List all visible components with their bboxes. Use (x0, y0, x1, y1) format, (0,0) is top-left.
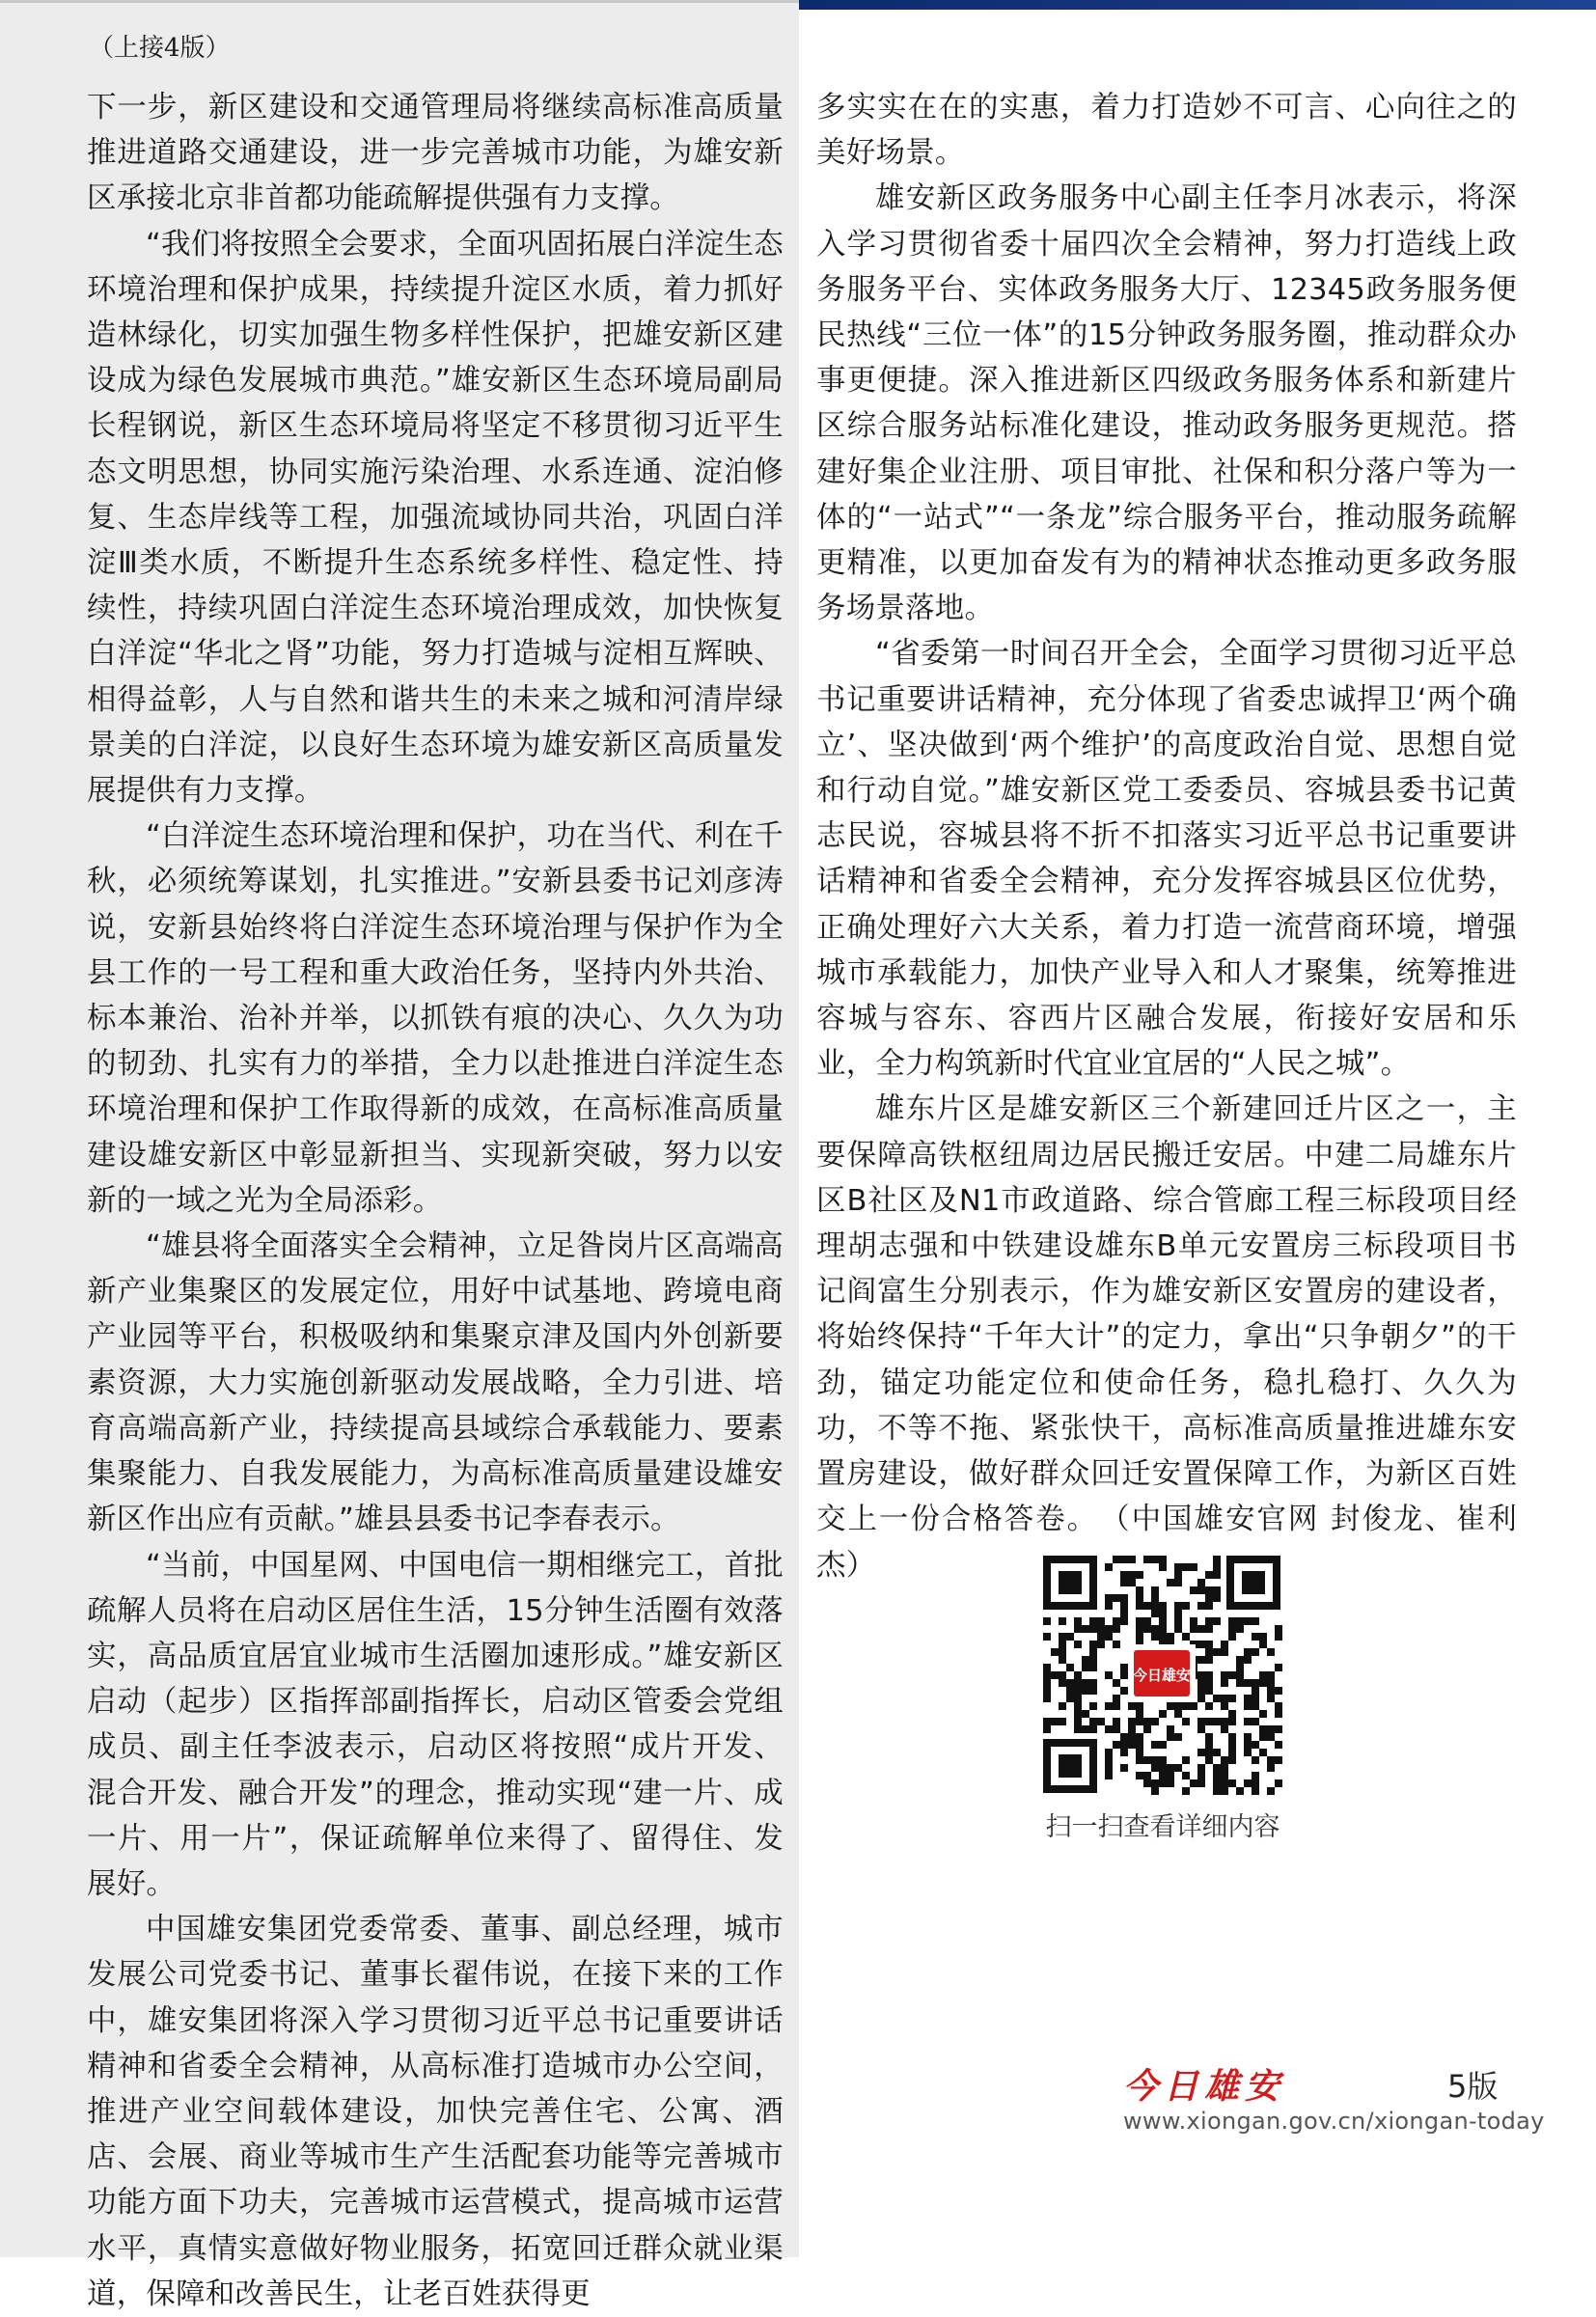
paragraph: “雄县将全面落实全会精神，立足昝岗片区高端高新产业集聚区的发展定位，用好中试基地、跨境电商产业园等平台，积极吸纳和集聚京津及国内外创新要素资源，大力实施创新驱动发展战略，全力引进、培育高端高新产业，持续提高县域综合承载能力、要素集聚能力、自我发展能力，为高标准高质量建设雄安新区作出应有贡献。”雄县县委书记李春表示。 (87, 1229, 784, 1537)
paragraph: 多实实在在的实惠，着力打造妙不可言、心向往之的美好场景。 (816, 91, 1517, 171)
paragraph: 中国雄安集团党委常委、董事、副总经理，城市发展公司党委书记、董事长翟伟说，在接下来的工作中，雄安集团将深入学习贯彻习近平总书记重要讲话精神和省委全会精神，从高标准打造城市办公空间，推进产业空间载体建设，加快完善住宅、公寓、酒店、会展、商业等城市生产生活配套功能等完善城市功能方面下功夫，完善城市运营模式，提高城市运营水平，真情实意做好物业服务，拓宽回迁群众就业渠道，保障和改善民生，让老百姓获得更 (87, 1913, 784, 2311)
right-column (816, 85, 1517, 1588)
qr-code-icon[interactable] (1041, 1554, 1282, 1795)
paragraph: “我们将按照全会要求，全面巩固拓展白洋淀生态环境治理和保护成果，持续提升淀区水质，着力抓好造林绿化，切实加强生物多样性保护，把雄安新区建设成为绿色发展城市典范。”雄安新区生态环境局副局长程钢说，新区生态环境局将坚定不移贯彻习近平生态文明思想，协同实施污染治理、水系连通、淀泊修复、生态岸线等工程，加强流域协同共治，巩固白洋淀Ⅲ类水质，不断提升生态系统多样性、稳定性、持续性，持续巩固白洋淀生态环境治理成效，加快恢复白洋淀“华北之肾”功能，努力打造城与淀相互辉映、相得益彰，人与自然和谐共生的未来之城和河清岸绿景美的白洋淀，以良好生态环境为雄安新区高质量发展提供有力支撑。 (87, 227, 784, 809)
paragraph: “省委第一时间召开全会，全面学习贯彻习近平总书记重要讲话精神，充分体现了省委忠诚捍卫‘两个确立’、坚决做到‘两个维护’的高度政治自觉、思想自觉和行动自觉。”雄安新区党工委委员、容城县委书记黄志民说，容城县将不折不扣落实习近平总书记重要讲话精神和省委全会精神，充分发挥容城县区位优势，正确处理好六大关系，着力打造一流营商环境，增强城市承载能力，加快产业导入和人才聚集，统筹推进容城与容东、容西片区融合发展，衔接好安居和乐业，全力构筑新时代宜业宜居的“人民之城”。 (816, 637, 1517, 1082)
site-url-link[interactable]: www.xiongan.gov.cn/xiongan-today (1123, 2108, 1545, 2135)
paragraph: 雄东片区是雄安新区三个新建回迁片区之一，主要保障高铁枢纽周边居民搬迁安居。中建二局雄东片区B社区及N1市政道路、综合管廊工程三标段项目经理胡志强和中铁建设雄东B单元安置房三标段项目书记阎富生分别表示，作为雄安新区安置房的建设者，将始终保持“千年大计”的定力，拿出“只争朝夕”的干劲，锚定功能定位和使命任务，稳扎稳打、久久为功，不等不拖、紧张快干，高标准高质量推进雄东安置房建设，做好群众回迁安置保障工作，为新区百姓交上一份合格答卷。 （中国雄安官网 封俊龙、崔利杰） (816, 1092, 1517, 1583)
brand-logo: 今日雄安 (1123, 2066, 1286, 2107)
qr-center-label: 今日雄安 (1132, 1667, 1192, 1684)
qr-code-graphic (1041, 1554, 1282, 1795)
page-number: 5版 (1447, 2068, 1499, 2105)
top-accent-bar (799, 0, 1596, 10)
top-rule-left (0, 0, 799, 3)
qr-caption: 扫一扫查看详细内容 (1045, 1812, 1280, 1842)
paragraph: “白洋淀生态环境治理和保护，功在当代、利在千秋，必须统筹谋划，扎实推进。”安新县委书记刘彦涛说，安新县始终将白洋淀生态环境治理与保护作为全县工作的一号工程和重大政治任务，坚持内外共治、标本兼治、治补并举，以抓铁有痕的决心、久久为功的韧劲、扎实有力的举措，全力以赴推进白洋淀生态环境治理和保护工作取得新的成效，在高标准高质量建设雄安新区中彰显新担当、实现新突破，努力以安新的一域之光为全局添彩。 (87, 819, 784, 1218)
paragraph: “当前，中国星网、中国电信一期相继完工，首批疏解人员将在启动区居住生活，15分钟生活圈有效落实，高品质宜居宜业城市生活圈加速形成。”雄安新区启动（起步）区指挥部副指挥长，启动区管委会党组成员、副主任李波表示，启动区将按照“成片开发、混合开发、融合开发”的理念，推动实现“建一片、成一片、用一片”，保证疏解单位来得了、留得住、发展好。 (87, 1548, 784, 1901)
left-column (87, 85, 784, 2317)
paragraph: 下一步，新区建设和交通管理局将继续高标准高质量推进道路交通建设，进一步完善城市功能，为雄安新区承接北京非首都功能疏解提供强有力支撑。 (87, 91, 784, 216)
continued-from-label: （上接4版） (89, 34, 231, 63)
paragraph: 雄安新区政务服务中心副主任李月冰表示，将深入学习贯彻省委十届四次全会精神，努力打造线上政务服务平台、实体政务服务大厅、12345政务服务便民热线“三位一体”的15分钟政务服务圈，推动群众办事更便捷。深入推进新区四级政务服务体系和新建片区综合服务站标准化建设，推动政务服务更规范。搭建好集企业注册、项目审批、社保和积分落户等为一体的“一站式”“一条龙”综合服务平台，推动服务疏解更精准，以更加奋发有为的精神状态推动更多政务服务场景落地。 (816, 181, 1517, 626)
